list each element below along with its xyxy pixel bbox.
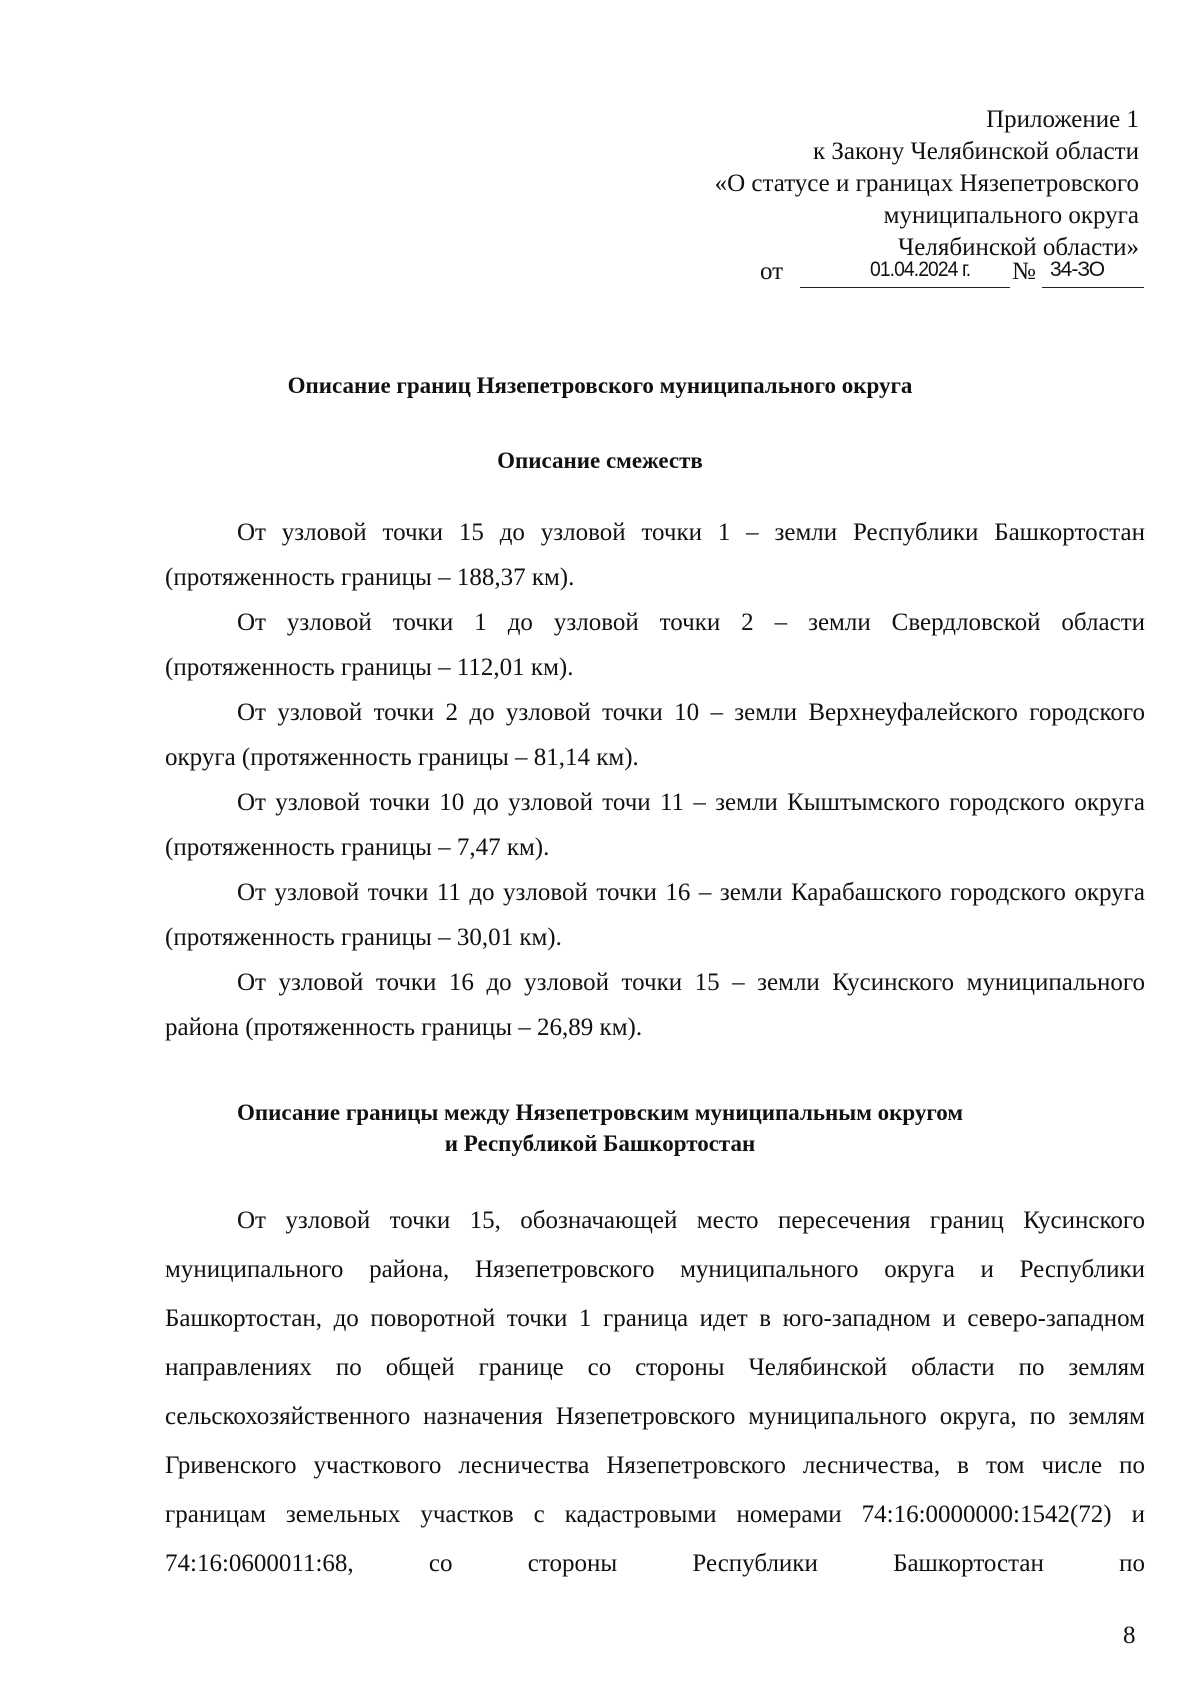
adjacency-paragraph: От узловой точки 16 до узловой точки 15 – земли Кусинского муниципального района (протяженность границы – 26,89 км).: [165, 969, 1145, 1041]
appendix-line-1: Приложение 1: [986, 106, 1139, 133]
adjacency-paragraph: От узловой точки 2 до узловой точки 10 – земли Верхнеуфалейского городского округа (протяженность границы – 81,14 км).: [165, 699, 1145, 771]
adjacency-paragraph: От узловой точки 11 до узловой точки 16 – земли Карабашского городского округа (протяженность границы – 30,01 км).: [165, 879, 1145, 951]
number-value: 34-ЗО: [1050, 258, 1105, 281]
date-value: 01.04.2024 г.: [870, 258, 971, 281]
adjacency-heading: Описание смежеств: [497, 448, 703, 473]
page-number: 8: [1123, 1622, 1136, 1649]
appendix-line-3: «О статусе и границах Нязепетровского: [714, 170, 1139, 197]
appendix-line-5: Челябинской области»: [898, 234, 1139, 261]
number-label: №: [1012, 258, 1036, 285]
border-heading-line-1: Описание границы между Нязепетровским муниципальным округом: [236, 1100, 964, 1125]
document-title: Описание границ Нязепетровского муниципального округа: [287, 373, 913, 398]
law-date-number: [760, 258, 1144, 290]
date-field: [800, 258, 1010, 288]
border-heading: [120, 1097, 1080, 1159]
adjacency-paragraph: От узловой точки 15 до узловой точки 1 – земли Республики Башкортостан (протяженность границы – 188,37 км).: [165, 519, 1145, 591]
border-paragraph: От узловой точки 15, обозначающей место пересечения границ Кусинского муниципального района, Нязепетровского муниципального округа и Республики Башкортостан, до поворотной точки 1 граница идет в юго-западном и северо-западном направлениях по общей границе со стороны Челябинской области по землям сельскохозяйственного назначения Нязепетровского муниципального округа, по землям Гривенского участкового лесничества Нязепетровского лесничества, в том числе по границам земельных участков с кадастровыми номерами 74:16:0000000:1542(72) и 74:16:0600011:68, со стороны Республики Башкортостан по: [165, 1207, 1145, 1577]
adjacency-paragraph: От узловой точки 1 до узловой точки 2 – земли Свердловской области (протяженность границы – 112,01 км).: [165, 609, 1145, 681]
border-description: [165, 1196, 1145, 1588]
border-heading-line-2: и Республикой Башкортостан: [444, 1131, 756, 1156]
appendix-line-2: к Закону Челябинской области: [813, 138, 1139, 165]
appendix-header: [619, 104, 1139, 264]
number-field: [1042, 258, 1144, 288]
date-prefix: от: [760, 258, 784, 285]
adjacency-list: [165, 510, 1145, 1050]
adjacency-paragraph: От узловой точки 10 до узловой точи 11 – земли Кыштымского городского округа (протяженность границы – 7,47 км).: [165, 789, 1145, 861]
appendix-line-4: муниципального округа: [883, 202, 1139, 229]
